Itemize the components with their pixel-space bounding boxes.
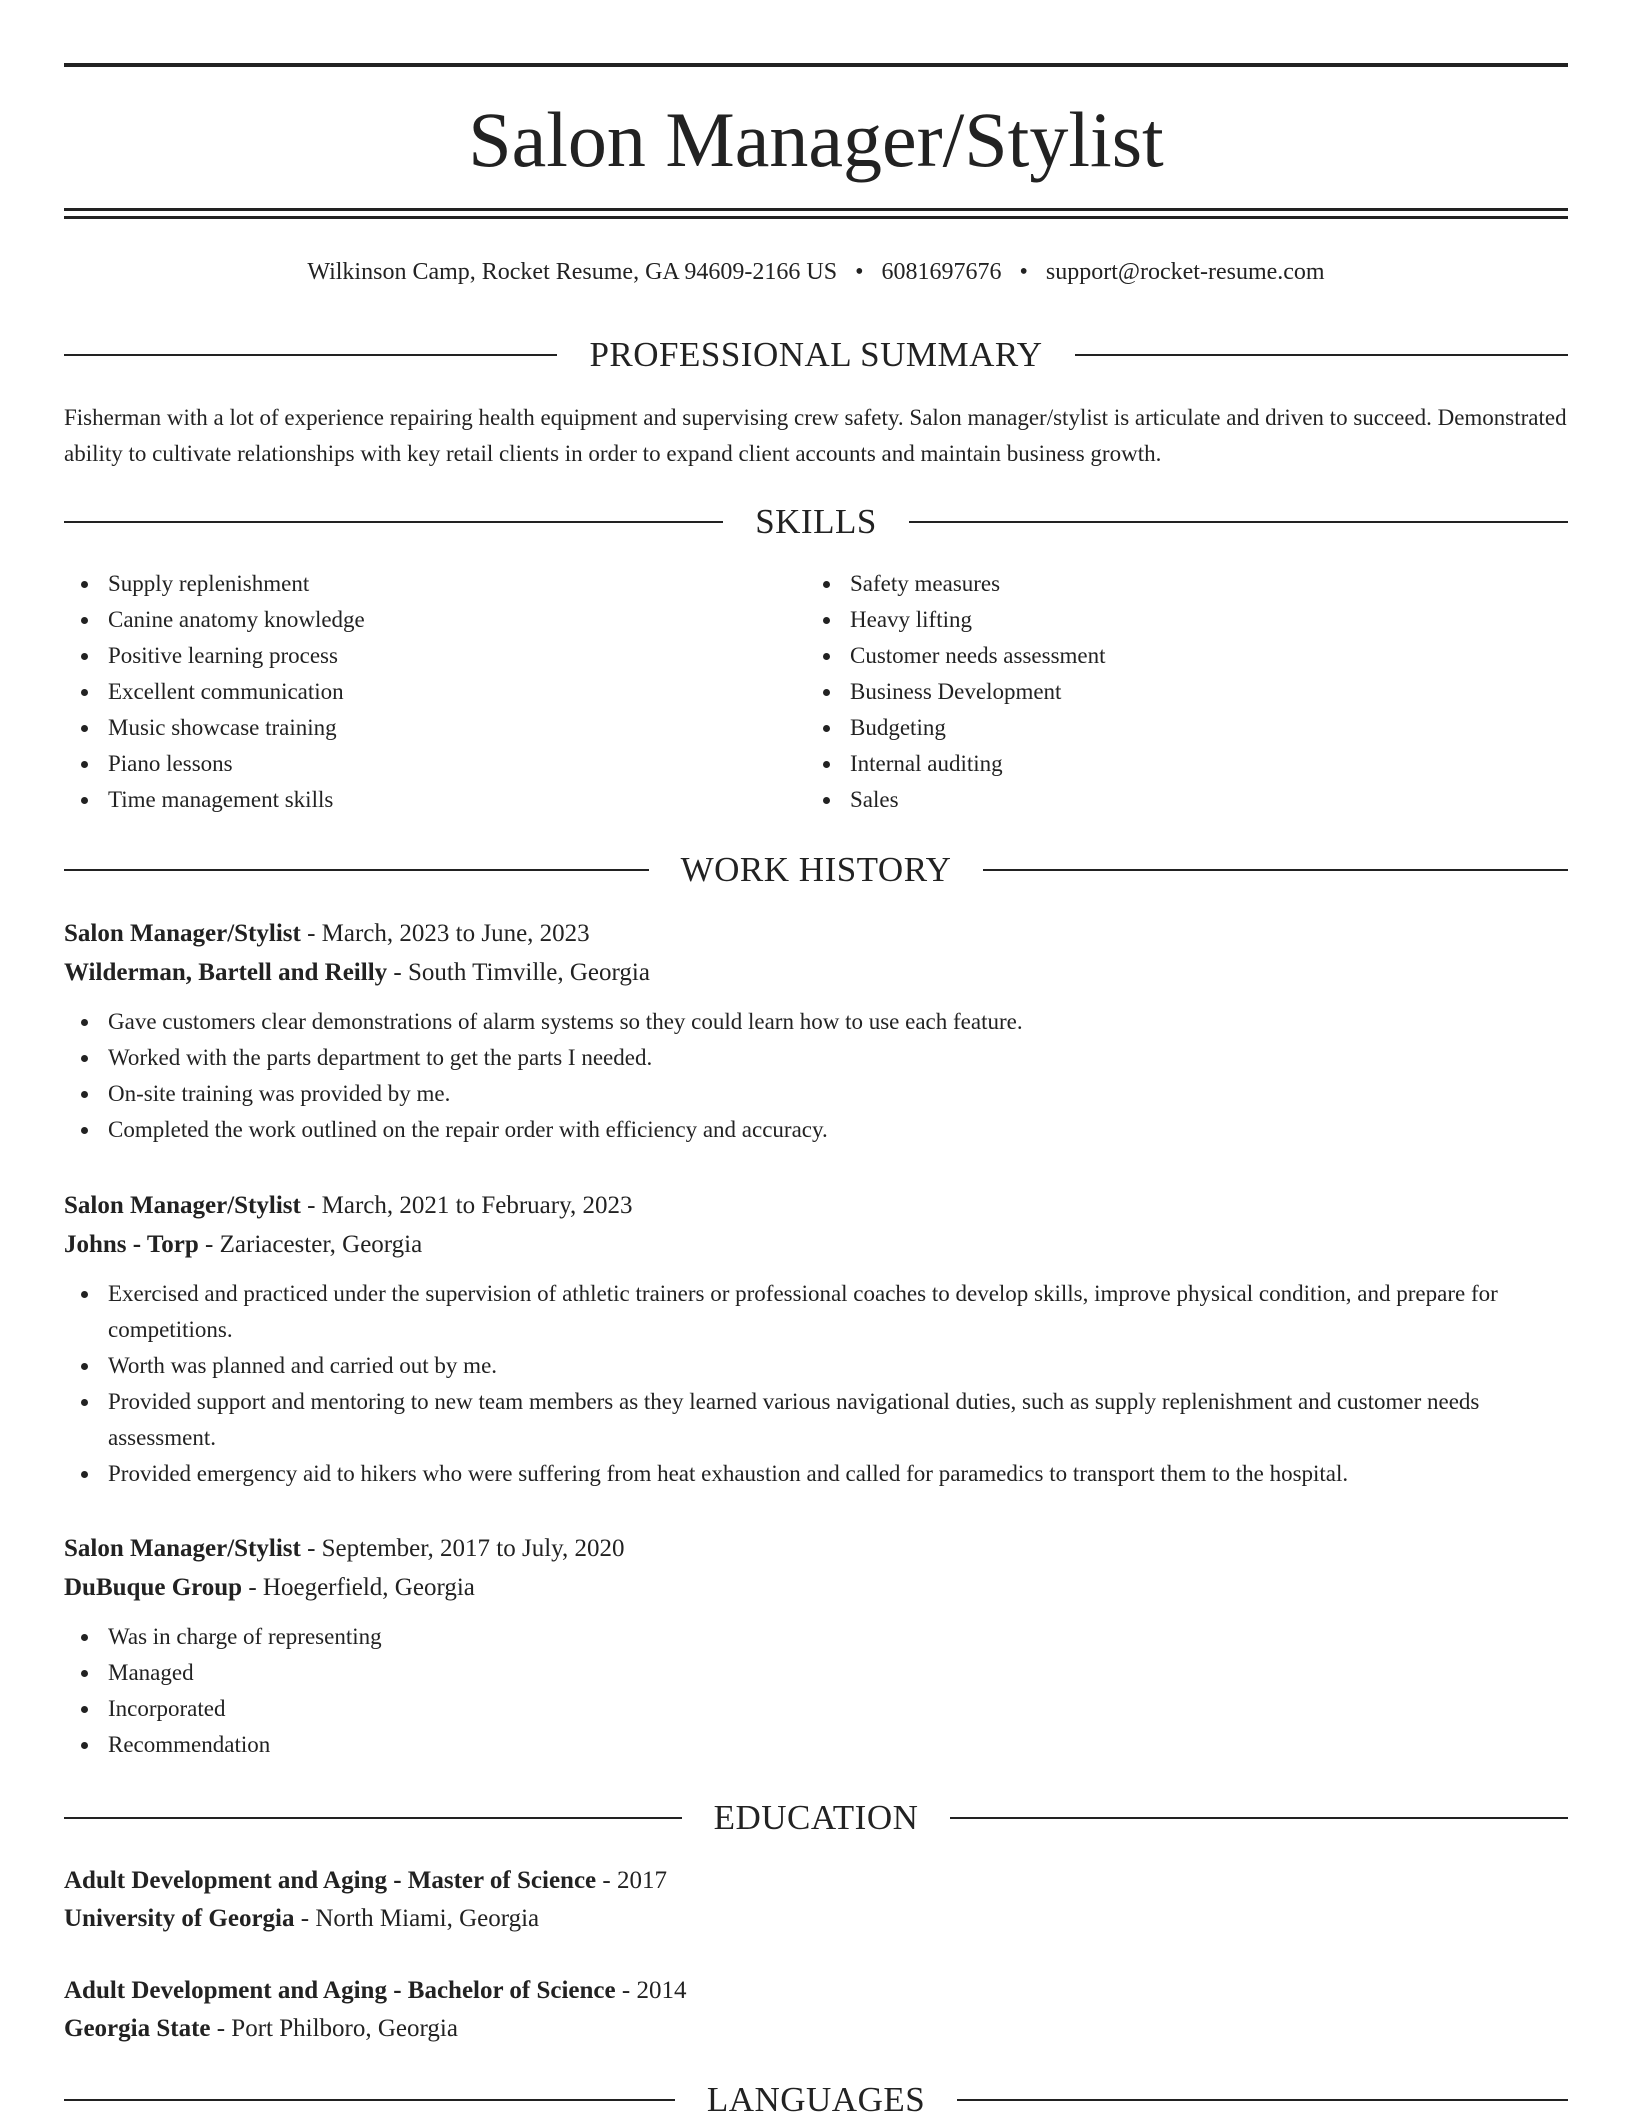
- job-bullet: On-site training was provided by me.: [64, 1076, 1568, 1112]
- education-degree: Adult Development and Aging - Bachelor of Science: [64, 1977, 616, 2004]
- job-company-line: [64, 1568, 1568, 1607]
- work-section-title: WORK HISTORY: [680, 850, 952, 889]
- job-bullet: Completed the work outlined on the repair order with efficiency and accuracy.: [64, 1112, 1568, 1148]
- job-location: - South Timville, Georgia: [387, 959, 650, 986]
- summary-text: Fisherman with a lot of experience repairing health equipment and supervising crew safety. Salon manager/stylist is articulate and driven to succeed. Demonstrated ability to cultivate relationships with key retail clients in order to expand client accounts and maintain business growth.: [64, 405, 1567, 466]
- education-school-line: [64, 1900, 1568, 1938]
- skill-item: Business Development: [806, 674, 1506, 710]
- header-bottom-rule: [64, 208, 1568, 211]
- job-dates: - March, 2021 to February, 2023: [300, 1192, 633, 1219]
- job-bullet: Worth was planned and carried out by me.: [64, 1348, 1568, 1384]
- education-location: - North Miami, Georgia: [294, 1905, 540, 1932]
- education-school: University of Georgia: [64, 1905, 295, 1932]
- skills-section-title: SKILLS: [755, 502, 877, 541]
- section-divider-left: [64, 2099, 675, 2101]
- section-divider-right: [1075, 354, 1568, 356]
- skill-item: Canine anatomy knowledge: [64, 602, 764, 638]
- job-company: Wilderman, Bartell and Reilly: [64, 959, 388, 986]
- job-entry: [64, 1529, 1568, 1763]
- contact-line: [64, 255, 1568, 289]
- skill-item: Internal auditing: [806, 746, 1506, 782]
- skill-item: Heavy lifting: [806, 602, 1506, 638]
- skills-list-left: [64, 566, 764, 818]
- contact-address: Wilkinson Camp, Rocket Resume, GA 94609-2166 US: [307, 259, 838, 285]
- job-bullets: [64, 1619, 1568, 1763]
- summary-section-title: PROFESSIONAL SUMMARY: [589, 335, 1043, 374]
- job-dates: - September, 2017 to July, 2020: [300, 1535, 625, 1562]
- job-location: - Zariacester, Georgia: [198, 1231, 423, 1258]
- skill-item: Excellent communication: [64, 674, 764, 710]
- education-entry: [64, 1862, 1568, 1938]
- header-bottom-rule-double: [64, 216, 1568, 219]
- education-section-header: [64, 1796, 1568, 1840]
- job-bullet: Exercised and practiced under the supervision of athletic trainers or professional coaches to develop skills, improve physical condition, and prepare for competitions.: [64, 1276, 1568, 1348]
- contact-email: support@rocket-resume.com: [1045, 259, 1325, 285]
- job-bullet: Gave customers clear demonstrations of alarm systems so they could learn how to use each feature.: [64, 1004, 1568, 1040]
- job-bullet: Provided support and mentoring to new team members as they learned various navigational duties, such as supply replenishment and customer needs assessment.: [64, 1384, 1568, 1456]
- section-divider-right: [950, 1817, 1568, 1819]
- job-title: Salon Manager/Stylist: [64, 920, 301, 947]
- education-entry: [64, 1972, 1568, 2048]
- section-divider-right: [983, 869, 1568, 871]
- section-divider-left: [64, 354, 557, 356]
- skills-list-right: [806, 566, 1506, 818]
- header-top-rule: [64, 63, 1568, 67]
- education-section-title: EDUCATION: [713, 1798, 919, 1837]
- education-year: - 2014: [615, 1977, 687, 2004]
- education-school-line: [64, 2010, 1568, 2048]
- candidate-name: Salon Manager/Stylist: [468, 96, 1164, 183]
- education-location: - Port Philboro, Georgia: [210, 2015, 458, 2042]
- skill-item: Customer needs assessment: [806, 638, 1506, 674]
- job-bullet: Worked with the parts department to get the parts I needed.: [64, 1040, 1568, 1076]
- job-title: Salon Manager/Stylist: [64, 1192, 301, 1219]
- job-title-line: [64, 914, 1568, 953]
- job-entry: [64, 1186, 1568, 1492]
- skill-item: Piano lessons: [64, 746, 764, 782]
- skill-item: Safety measures: [806, 566, 1506, 602]
- section-divider-right: [909, 521, 1568, 523]
- job-bullet: Was in charge of representing: [64, 1619, 1568, 1655]
- section-divider-left: [64, 1817, 682, 1819]
- job-title-line: [64, 1529, 1568, 1568]
- section-divider-left: [64, 521, 723, 523]
- skill-item: Music showcase training: [64, 710, 764, 746]
- contact-phone: 6081697676: [881, 259, 1002, 285]
- job-company: Johns - Torp: [64, 1231, 199, 1258]
- education-school: Georgia State: [64, 2015, 211, 2042]
- skill-item: Positive learning process: [64, 638, 764, 674]
- skill-item: Sales: [806, 782, 1506, 818]
- contact-separator: •: [855, 259, 864, 285]
- skill-item: Budgeting: [806, 710, 1506, 746]
- summary-section-header: [64, 333, 1568, 377]
- section-divider-left: [64, 869, 649, 871]
- skills-section-header: [64, 500, 1568, 544]
- job-bullets: [64, 1004, 1568, 1148]
- job-title-line: [64, 1186, 1568, 1225]
- job-bullets: [64, 1276, 1568, 1492]
- education-degree-line: [64, 1972, 1568, 2010]
- job-company: DuBuque Group: [64, 1574, 243, 1601]
- job-bullet: Provided emergency aid to hikers who were suffering from heat exhaustion and called for paramedics to transport them to the hospital.: [64, 1456, 1568, 1492]
- education-degree-line: [64, 1862, 1568, 1900]
- education-degree: Adult Development and Aging - Master of Science: [64, 1867, 597, 1894]
- contact-separator: •: [1019, 259, 1028, 285]
- job-location: - Hoegerfield, Georgia: [242, 1574, 475, 1601]
- work-section-header: [64, 848, 1568, 892]
- skill-item: Time management skills: [64, 782, 764, 818]
- job-company-line: [64, 1225, 1568, 1264]
- job-title: Salon Manager/Stylist: [64, 1535, 301, 1562]
- job-entry: [64, 914, 1568, 1148]
- languages-section-header: [64, 2078, 1568, 2112]
- skill-item: Supply replenishment: [64, 566, 764, 602]
- job-company-line: [64, 953, 1568, 992]
- education-year: - 2017: [596, 1867, 667, 1894]
- languages-section-title: LANGUAGES: [706, 2080, 926, 2112]
- section-divider-right: [957, 2099, 1568, 2101]
- job-bullet: Recommendation: [64, 1727, 1568, 1763]
- job-bullet: Incorporated: [64, 1691, 1568, 1727]
- job-dates: - March, 2023 to June, 2023: [300, 920, 590, 947]
- job-bullet: Managed: [64, 1655, 1568, 1691]
